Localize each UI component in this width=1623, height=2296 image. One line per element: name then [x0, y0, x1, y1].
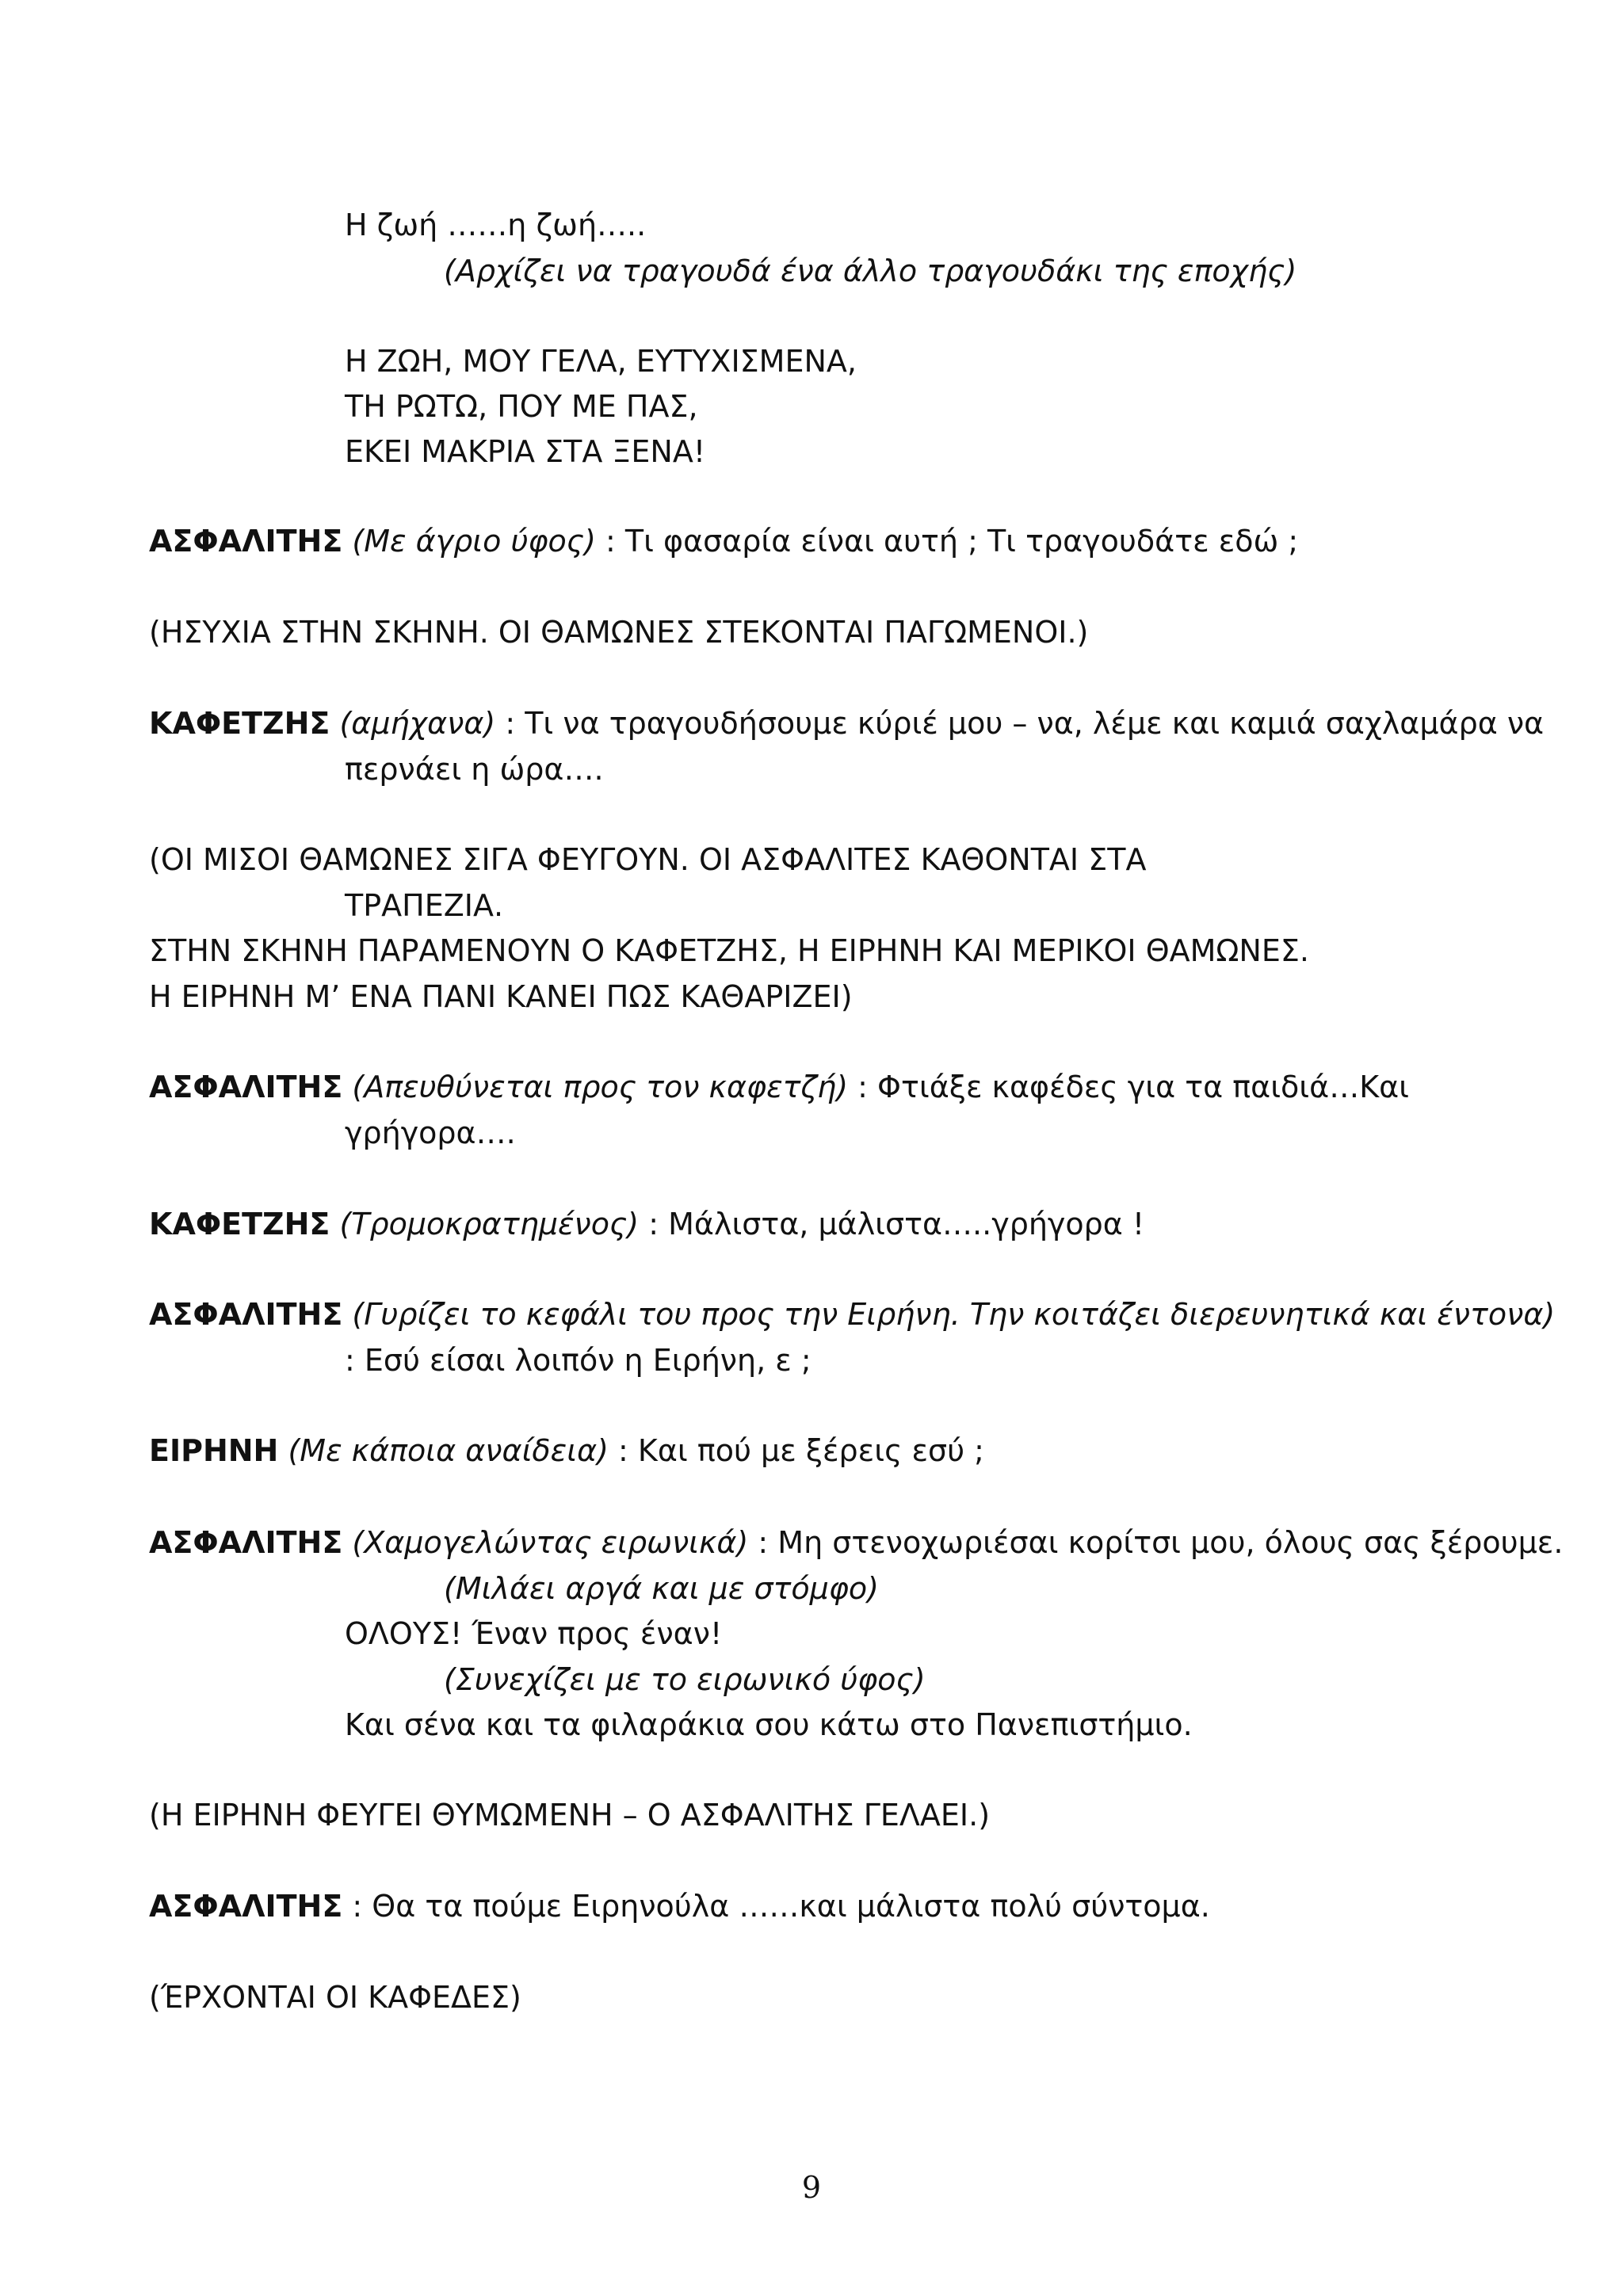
stage-direction: (Τρομοκρατημένος) — [339, 1207, 640, 1241]
stage-direction: (Συνεχίζει με το ειρωνικό ύφος) — [444, 1662, 926, 1697]
dialogue-text: ΟΛΟΥΣ! Έναν προς έναν! — [345, 1616, 723, 1651]
dialogue-text: Και σένα και τα φιλαράκια σου κάτω στο Πανεπιστήμιο. — [345, 1707, 1193, 1742]
stage-direction: (Με κάποια αναίδεια) — [288, 1433, 609, 1468]
stage-direction: (Γυρίζει το κεφάλι του προς την Ειρήνη. Την κοιτάζει διερευνητικά και έντονα) — [352, 1297, 1556, 1332]
stage-direction: ΤΡΑΠΕΖΙΑ. — [345, 888, 504, 923]
stage-direction: (Αρχίζει να τραγουδά ένα άλλο τραγουδάκι της εποχής) — [444, 254, 1297, 288]
dialogue-line — [149, 1072, 1409, 1102]
stage-direction: (ΟΙ ΜΙΣΟΙ ΘΑΜΩΝΕΣ ΣΙΓΑ ΦΕΥΓΟΥΝ. ΟΙ ΑΣΦΑΛΙΤΕΣ ΚΑΘΟΝΤΑΙ ΣΤΑ — [149, 842, 1147, 877]
song-line: ΕΚΕΙ ΜΑΚΡΙΑ ΣΤΑ ΞΕΝΑ! — [345, 434, 706, 469]
stage-direction: Η ΕΙΡΗΝΗ Μ’ ΕΝΑ ΠΑΝΙ ΚΑΝΕΙ ΠΩΣ ΚΑΘΑΡΙΖΕΙ) — [149, 979, 853, 1014]
stage-direction: (αμήχανα) — [339, 706, 496, 741]
speaker-name: ΚΑΦΕΤΖΗΣ — [149, 706, 330, 741]
song-line: ΤΗ ΡΩΤΩ, ΠΟΥ ΜΕ ΠΑΣ, — [345, 389, 698, 424]
stage-direction: (Απευθύνεται προς τον καφετζή) — [352, 1070, 849, 1104]
dialogue-text: : Μάλιστα, μάλιστα…..γρήγορα ! — [648, 1207, 1145, 1241]
dialogue-line — [149, 1297, 1556, 1332]
speaker-name: ΑΣΦΑΛΙΤΗΣ — [149, 1070, 343, 1104]
dialogue-continuation: περνάει η ώρα…. — [345, 752, 604, 787]
dialogue-text: : Θα τα πούμε Ειρηνούλα ……και μάλιστα πολύ σύντομα. — [352, 1889, 1210, 1924]
speaker-name: ΑΣΦΑΛΙΤΗΣ — [149, 1889, 343, 1924]
stage-direction: (ΈΡΧΟΝΤΑΙ ΟΙ ΚΑΦΕΔΕΣ) — [149, 1980, 521, 2015]
dialogue-text: : Τι φασαρία είναι αυτή ; Τι τραγουδάτε εδώ ; — [605, 524, 1299, 559]
dialogue-text: : Εσύ είσαι λοιπόν η Ειρήνη, ε ; — [345, 1343, 812, 1378]
stage-direction: (Η ΕΙΡΗΝΗ ΦΕΥΓΕΙ ΘΥΜΩΜΕΝΗ – Ο ΑΣΦΑΛΙΤΗΣ ΓΕΛΑΕΙ.) — [149, 1798, 991, 1833]
dialogue-line: Η ζωή ……η ζωή….. — [345, 208, 647, 242]
speaker-name: ΑΣΦΑΛΙΤΗΣ — [149, 1297, 343, 1332]
stage-direction: (Χαμογελώντας ειρωνικά) — [352, 1525, 749, 1560]
stage-direction: (ΗΣΥΧΙΑ ΣΤΗΝ ΣΚΗΝΗ. ΟΙ ΘΑΜΩΝΕΣ ΣΤΕΚΟΝΤΑΙ ΠΑΓΩΜΕΝΟΙ.) — [149, 615, 1089, 650]
dialogue-text: : Μη στενοχωριέσαι κορίτσι μου, όλους σας ξέρουμε. — [758, 1525, 1564, 1560]
stage-direction: (Με άγριο ύφος) — [352, 524, 596, 559]
dialogue-text: : Φτιάξε καφέδες για τα παιδιά…Και — [857, 1070, 1410, 1104]
dialogue-line — [149, 706, 1545, 741]
dialogue-line — [149, 1527, 1563, 1558]
page-number: 9 — [801, 2170, 822, 2205]
speaker-name: ΑΣΦΑΛΙΤΗΣ — [149, 524, 343, 559]
speaker-name: ΕΙΡΗΝΗ — [149, 1433, 279, 1468]
speaker-name: ΚΑΦΕΤΖΗΣ — [149, 1207, 330, 1241]
dialogue-text: : Και πού με ξέρεις εσύ ; — [618, 1433, 984, 1468]
dialogue-line — [149, 1209, 1144, 1239]
stage-direction: (Μιλάει αργά και με στόμφο) — [444, 1571, 879, 1606]
stage-direction: ΣΤΗΝ ΣΚΗΝΗ ΠΑΡΑΜΕΝΟΥΝ Ο ΚΑΦΕΤΖΗΣ, Η ΕΙΡΗΝΗ ΚΑΙ ΜΕΡΙΚΟΙ ΘΑΜΩΝΕΣ. — [149, 933, 1309, 968]
dialogue-continuation: γρήγορα…. — [345, 1116, 516, 1150]
song-line: Η ΖΩΗ, ΜΟΥ ΓΕΛΑ, ΕΥΤΥΧΙΣΜΕΝΑ, — [345, 344, 857, 379]
dialogue-text: : Τι να τραγουδήσουμε κύριέ μου – να, λέμε και καμιά σαχλαμάρα να — [505, 706, 1545, 741]
dialogue-line — [149, 1889, 1210, 1924]
dialogue-line — [149, 1433, 984, 1468]
dialogue-line — [149, 524, 1299, 559]
speaker-name: ΑΣΦΑΛΙΤΗΣ — [149, 1525, 343, 1560]
